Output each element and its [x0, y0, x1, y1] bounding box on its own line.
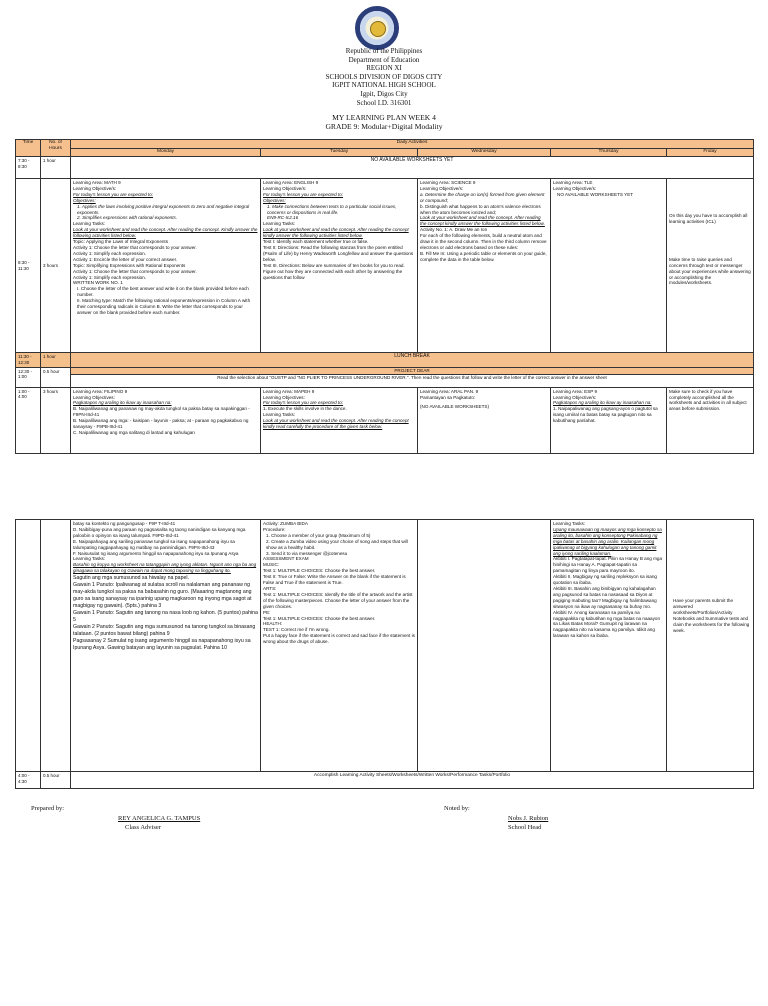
learning-area: Learning Area: MAPEH 9: [263, 388, 315, 394]
topic-line: Topic: Applying the Laws of Integral Exponents: [73, 239, 168, 245]
row-hours: [41, 520, 71, 772]
activity-line: Aktibiti III. Basahin ang binibigyan ng kahalagahan ang pagsunod sa batas na nasasaad sa Diyos at pagiging mabuting tao? Magbigay ng halimbawang sitwasyon na ikaw ay nagsasanay sa buhay mo.: [553, 585, 657, 609]
lunch-row: [16, 353, 754, 368]
tuesday-english-cell: [261, 179, 418, 353]
learning-area: Learning Area: MATH 9: [73, 180, 121, 185]
row-hours: 0.5 hour: [41, 367, 71, 387]
test-line: Put a happy face if the statement is correct and sad face if the statement is wrong about the drugs of abuse.: [263, 633, 415, 645]
project-dear-cell: [71, 367, 754, 387]
activity-title: Activity: ZUMBA BIDA: [263, 521, 308, 526]
expected-line: For today's lesson you are expected to:: [263, 400, 344, 406]
expected-line: Pagkatapos ng araling ito ikaw ay inaasahan na:: [73, 400, 172, 406]
daily-activities-header: Daily Activities: [71, 140, 754, 149]
objectives-label: Learning Objective/s:: [263, 185, 307, 191]
noted-by-role: School Head: [508, 824, 542, 831]
objective-item: B. Naipaliliwanag ang mga: - kaisipan - layunin - paksa; at - paraan ng pagkakabuo ng sanaysay - F9PB-IIId-41: [73, 418, 249, 430]
no-worksheets-note: (NO AVAILABLE WORKSHEETS): [420, 404, 490, 410]
table-row: [16, 387, 754, 453]
subject-label: ARTS:: [263, 585, 277, 591]
activity-line: Aktibiti IV. Anong karanasan sa pamilya na nagpapakita ng kabutihan ng mga batas na naaayon sa Likas Batas Moral? Gumupit ng larawan na nagpapakita nito na kasama ng pamilya. Idikit ang larawan sa kahon sa ibaba.: [553, 609, 661, 639]
table-row: [16, 772, 754, 789]
written-work-item: I. Choose the letter of the best answer and write it on the blank provided before each number.: [77, 286, 249, 298]
table-row: [16, 179, 754, 353]
test-line: Test II: Directions: Read the following stanzas from the poem entitled (Psalm of Life) by Henry Wadsworth Longfellow and answer the questions below.: [263, 244, 414, 262]
objectives-label: Learning Objective/s:: [553, 394, 597, 400]
activity-line: Aktibiti I. Pagtatapat-tapat. Piliin sa Hanay B ang mga hinihingi sa Hanay A. Pagtapat-tapatin sa pamamagitan ng linya para mayroon ito.: [553, 556, 663, 574]
learning-plan-table-1: [15, 139, 754, 454]
thursday-tle-cell: [551, 179, 667, 353]
objectives-label: Learning Objective/s:: [420, 185, 464, 191]
objectives-label: Learning Objective/s:: [553, 185, 597, 191]
row-hours: 0.5 hour: [41, 772, 71, 789]
task-instruction: Basahin ng kopya ng worksheet na tatanggapin ang iyong aklatan. Ngunit ano nga ba ang ginagawa sa talakayan ng Gawain na dapat mong tapusing sa lingguhang ito.: [73, 562, 257, 574]
task-line: Gawain 2 Panuto: Sagutin ang mga sumusunod na tanong tungkol sa binasang talataan. (2 puntos bawat bilang) pahina 9: [73, 624, 256, 638]
header-school: IGPIT NATIONAL HIGH SCHOOL: [332, 81, 436, 90]
objective-item: b. Distinguish what happens to an atom's valence electrons when the atom becomes ionized and;: [420, 203, 541, 215]
row-hours: 3 hours: [41, 387, 71, 453]
learning-area: Learning Area: TLE: [553, 180, 593, 185]
objectives-label: Learning Objective/s:: [73, 185, 117, 191]
activity-line: Activity 1: Choose the letter that corresponds to your answer.: [73, 244, 197, 250]
row-time: 8:30 - 11:30: [16, 179, 41, 353]
learning-area: Learning Area: FILIPINO 9: [73, 388, 128, 394]
wednesday-empty-cell: [418, 520, 551, 772]
day-wednesday: Wednesday: [418, 149, 551, 157]
friday-note: Have your parents submit the answered worksheets/Portfolios/Activity Notebooks and Summative tests and claim the worksheets for the following week.: [673, 598, 750, 633]
procedure-step: 1. Choose a member of your group (Maximum of 5): [266, 532, 371, 538]
day-monday: Monday: [71, 149, 261, 157]
test-line: Test 1: MULTIPLE CHOICES: Choose the best answer.: [263, 615, 376, 621]
accomplish-note: Accomplish Learning Activity Sheets/Worksheets/Written Works/Performance Tasks/Portfolio: [71, 772, 754, 789]
prepared-by-label: Prepared by:: [31, 805, 65, 812]
row-time: 11:30 - 12:30: [16, 353, 41, 368]
header-region: REGION XI: [366, 64, 402, 73]
learning-area: Learning Area: SCIENCE 9: [420, 180, 476, 185]
learning-tasks-label: Learning Tasks:: [263, 221, 296, 227]
task-instruction: Upang maunawaan ng maayos ang mga konsepto sa araling ito, basahin ang konseptong Pakinabang ng mga batas at basahin ang aralin. Kailangan mong ipaliwanag at bigyang kahulugan ang tanong gamit ang iyong sariling kaalaman.: [553, 526, 662, 556]
friday-cell: [667, 179, 754, 353]
monday-filipino-cont-cell: [71, 520, 261, 772]
noted-by-name: Nobs J. Rubion: [508, 815, 549, 822]
objective-item: C. Naipaliliwanag ang mga salitang di lantad ang kahulugan: [73, 429, 195, 435]
days-header-row: [16, 149, 754, 157]
objectives-heading: Objectives:: [263, 197, 286, 203]
test-line: Test 1: MULTIPLE CHOICES: Identify the title of the artwork and the artist of the following masterpieces. Choose the letter of your answer from the given choices.: [263, 591, 413, 609]
friday-cell: [667, 520, 754, 772]
wednesday-araling-panlipunan-cell: [418, 387, 551, 453]
procedure-step: 3. Send it to via messenger @jcotenesu: [266, 550, 348, 556]
objective-item: 1. Naipapaliwanag ang pagsang-ayon o pagtutol sa isang umiiral na batas batay sa pagtugon nito sa kabutihang panlahat.: [553, 406, 658, 424]
objectives-label: Pamantayan sa Pagkatuto:: [420, 394, 476, 400]
subject-label: MUSIC:: [263, 562, 280, 568]
objective-item: a. Determine the charge on ion(s) formed from given element or compound;: [420, 191, 545, 203]
header-dept: Department of Education: [348, 55, 420, 64]
activity-line: Activity 1: Encircle the letter of your correct answer.: [73, 256, 178, 262]
test-line: Test 1: MULTIPLE CHOICES: Choose the best answer.: [263, 568, 376, 574]
expected-line: For today's lesson you are expected to:: [73, 191, 154, 197]
task-instruction: Look at your worksheet and read the concept. After reading the concept kindly answer the following activities listed below.: [263, 227, 409, 239]
learning-area: Learning Area: ENGLISH 9: [263, 180, 319, 185]
task-instruction: Look at your worksheet and read the concept. After reading the concept kindly read carefully the procedure of the given task below.: [263, 418, 409, 430]
plan-title-block: [0, 113, 768, 131]
test-line: Test III. Directions: Below are summaries of ten books for you to read. Figure out how they are connected with each other by answering the questions that follow: [263, 262, 405, 280]
objective-item: F. Naisusulat ng isang argumento hinggil sa napapanahong isyu sa Ipunang Asya: [73, 550, 239, 556]
task-line: Gawain 1 Panuto: Sagutin ang tanong na nasa loob ng kahon. (5 puntos) pahina 5: [73, 610, 258, 624]
learning-tasks-label: Learning Tasks:: [553, 521, 586, 526]
header-school-id: School I.D. 316301: [356, 98, 412, 107]
test-line: Test I: Identify each statement whether true or false.: [263, 239, 369, 245]
plan-title: MY LEARNING PLAN WEEK 4: [332, 113, 436, 122]
test-line: Test II: True or False: Write the Answer on the blank if the statement is False and True if the statement is True.: [263, 574, 406, 586]
col-time-header: Time: [16, 140, 41, 157]
task-instruction: Look at your worksheet and read the concept. After reading the concept. Kindly answer the following activities listed below.: [73, 227, 258, 239]
row-time: 12:30 - 1:00: [16, 367, 41, 387]
wednesday-science-cell: [418, 179, 551, 353]
noted-by-label: Noted by:: [444, 805, 470, 812]
assessment-label: ASSESSMENT EXAM: [263, 556, 309, 562]
activity-line: Aktibiti II. Magbigay ng sariling repleksyon sa isang quotation sa ibaba.: [553, 574, 657, 586]
task-instruction: Look at your worksheet and read the concept. After reading the concept kindly answer the following activities listed below.: [420, 215, 545, 227]
test-line: TEST 1: Correct me if I'm wrong.: [263, 627, 330, 633]
letterhead: [0, 47, 768, 107]
table-row: [16, 520, 754, 772]
friday-note: Make sure to check if you have completely accomplished all the worksheets and activities in all subject areas before submission.: [669, 388, 747, 412]
row-time: 1:00 - 4:00: [16, 387, 41, 453]
deped-seal-icon: [355, 6, 399, 50]
procedure-step: 2. Create a Zumba video using your choice of song and steps that will show as a healthy habit.: [266, 538, 408, 550]
activity-line: Activity 1: Choose the letter that corresponds to your answer.: [73, 268, 197, 274]
header-republic: Republic of the Philippines: [345, 47, 423, 55]
objective-item: 2. Simplifies expressions with rational exponents.: [77, 215, 178, 221]
day-tuesday: Tuesday: [261, 149, 418, 157]
project-dear-row: [16, 367, 754, 387]
friday-note: Make time to raise queries and concerns through text or messenger about your experiences while answering or accomplishing the modules/worksheets.: [669, 256, 751, 286]
objective-item: batay sa kontekto ng pangungusap - F9P T-IIId-41: [73, 521, 176, 526]
objective-item: B. Naipaliliwanag ang pananaw ng may-akda tungkol sa paksa batay sa napakinggan - F9PN-IIId-41: [73, 406, 250, 418]
day-friday: Friday: [667, 149, 754, 157]
tuesday-mapeh-cont-cell: [261, 520, 418, 772]
row-hours: 3 hours: [41, 179, 71, 353]
learning-area: Learning Area: ESP 9: [553, 388, 598, 394]
row-time: [16, 520, 41, 772]
row-time: 4:00 - 4:30: [16, 772, 41, 789]
thursday-esp-cell: [551, 387, 667, 453]
objective-item: E. Naipapahayag ang sariling pananaw tungkol sa isang napapanahong isyu sa talumpating nagpapahayag ng matibay na paninindigan. F9PS-IIId-43: [73, 538, 235, 550]
tuesday-mapeh-cell: [261, 387, 418, 453]
row-time: 7:30 - 8:30: [16, 157, 41, 179]
objective-item: D. Naibibigay-puna ang paraan ng pagsasalita ng taong nanindigan sa kanyang mga paloobin o opinyon sa isang talumpati. F9PD-IIId-41: [73, 526, 246, 538]
learning-tasks-label: Learning Tasks:: [263, 412, 296, 418]
objectives-label: Learning Objectives:: [263, 394, 305, 400]
objectives-heading: Objectives:: [73, 197, 96, 203]
friday-cell: [667, 387, 754, 453]
written-work-item: II. Matching type: Match the following rational exponents/expression in Column A with their corresponding radicals in Column B. Write the letter that corresponds to your answer on the blank provided before each number.: [77, 298, 251, 315]
header-division: SCHOOLS DIVISION OF DIGOS CITY: [325, 72, 443, 81]
learning-tasks-label: Learning Tasks:: [73, 556, 106, 562]
prepared-by-name: REY ANGELICA G. TAMPUS: [118, 815, 201, 822]
task-line: Pagsasanay 2 Sumulat ng isang argumento hinggil sa napapanahong isyu sa Ipunang Asya. Gawing batayan ang layunin sa pagsulat. Pahina 10: [73, 638, 251, 652]
monday-filipino-cell: [71, 387, 261, 453]
project-dear-text: Read the selection about "GUSTP and "NG PLIER TO PRINCESS UNDERGROUND RIVER.". Then read the questions that follow and write the letter of the correct answer in the answer sheet: [217, 374, 607, 380]
activity-line: Activity No. 1: A. Draw Me an Ion: [420, 227, 488, 233]
plan-grade: GRADE 9: Modular+Digital Modality: [325, 122, 443, 131]
header-address: Igpit, Digos City: [360, 89, 408, 98]
project-dear-title: PROJECT DEAR: [71, 368, 753, 375]
objectives-label: Learning Objectives:: [73, 394, 115, 400]
activity-line: B. Fill Me In: Using a periodic table or elements on your guide, complete the data in the table below.: [420, 250, 547, 262]
competency-code: EN9-RC-Ic2.16: [267, 215, 299, 221]
activity-line: Activity 1: Simplify each expression.: [73, 274, 147, 280]
task-line: Sagutin ang mga sumusunod sa hiwalay na papel.: [73, 575, 189, 582]
subject-label: PE:: [263, 609, 271, 615]
row-hours: 1 hour: [41, 353, 71, 368]
activity-line: Activity 1: Simplify each expression.: [73, 250, 147, 256]
table-row: [16, 157, 754, 179]
monday-math-cell: [71, 179, 261, 353]
expected-line: Pagkatapos ng araling ito ikaw ay inaasahan na:: [553, 400, 652, 406]
lunch-break-label: LUNCH BREAK: [71, 353, 754, 368]
objective-item: 1. Make connections between texts to a particular social issues, concerns or dispositions in real life.: [267, 203, 397, 215]
learning-plan-table-2: [15, 519, 754, 789]
learning-area: Learning Area: ARAL PAN. 9: [420, 388, 479, 394]
row-hours: 1 hour: [41, 157, 71, 179]
objective-item: 1. Execute the skills involve in the dance.: [263, 406, 347, 412]
col-hours-header: No. of Hours: [41, 140, 71, 157]
written-work-label: WRITTEN WORK NO. 1: [73, 280, 123, 286]
expected-line: For today's lesson you are expected to:: [263, 191, 344, 197]
topic-line: Topic: Simplifying Expressions with Rational Exponents: [73, 262, 186, 268]
procedure-label: Procedure:: [263, 526, 286, 532]
no-worksheets-note: NO AVAILABLE WORKSHEETS YET: [71, 157, 754, 179]
friday-note: On this day you have to accomplish all learning activities (ICL): [669, 213, 748, 224]
thursday-esp-cont-cell: [551, 520, 667, 772]
task-line: Gawain 1 Panuto: Ipaliwanag at sulatsa scroll na nalalaman ang pananaw ng may-akda tungkol sa paksa na babasahin ng guro. (Maaaring magtanong ang guro sa isang sanaysay na iparinig upang magkaroon ng inyong mga sagot at magbigay ng gawain). (5pts.) pahina 3: [73, 582, 252, 610]
subject-label: HEALTH:: [263, 621, 283, 627]
prepared-by-role: Class Adviser: [125, 824, 161, 831]
learning-tasks-label: Learning Tasks:: [73, 221, 106, 227]
objective-item: 1. Applies the laws involving positive integral exponents to zero and negative integral exponents.: [77, 203, 250, 215]
activity-line: For each of the following elements, build a neutral atom and draw it in the second column. Then in the third column remove electrons or add electrons based on these rules:: [420, 233, 547, 250]
day-thursday: Thursday: [551, 149, 667, 157]
no-worksheets-note: NO AVAILABLE WORKSHEETS YET: [557, 191, 634, 197]
table-header-row: [16, 140, 754, 149]
